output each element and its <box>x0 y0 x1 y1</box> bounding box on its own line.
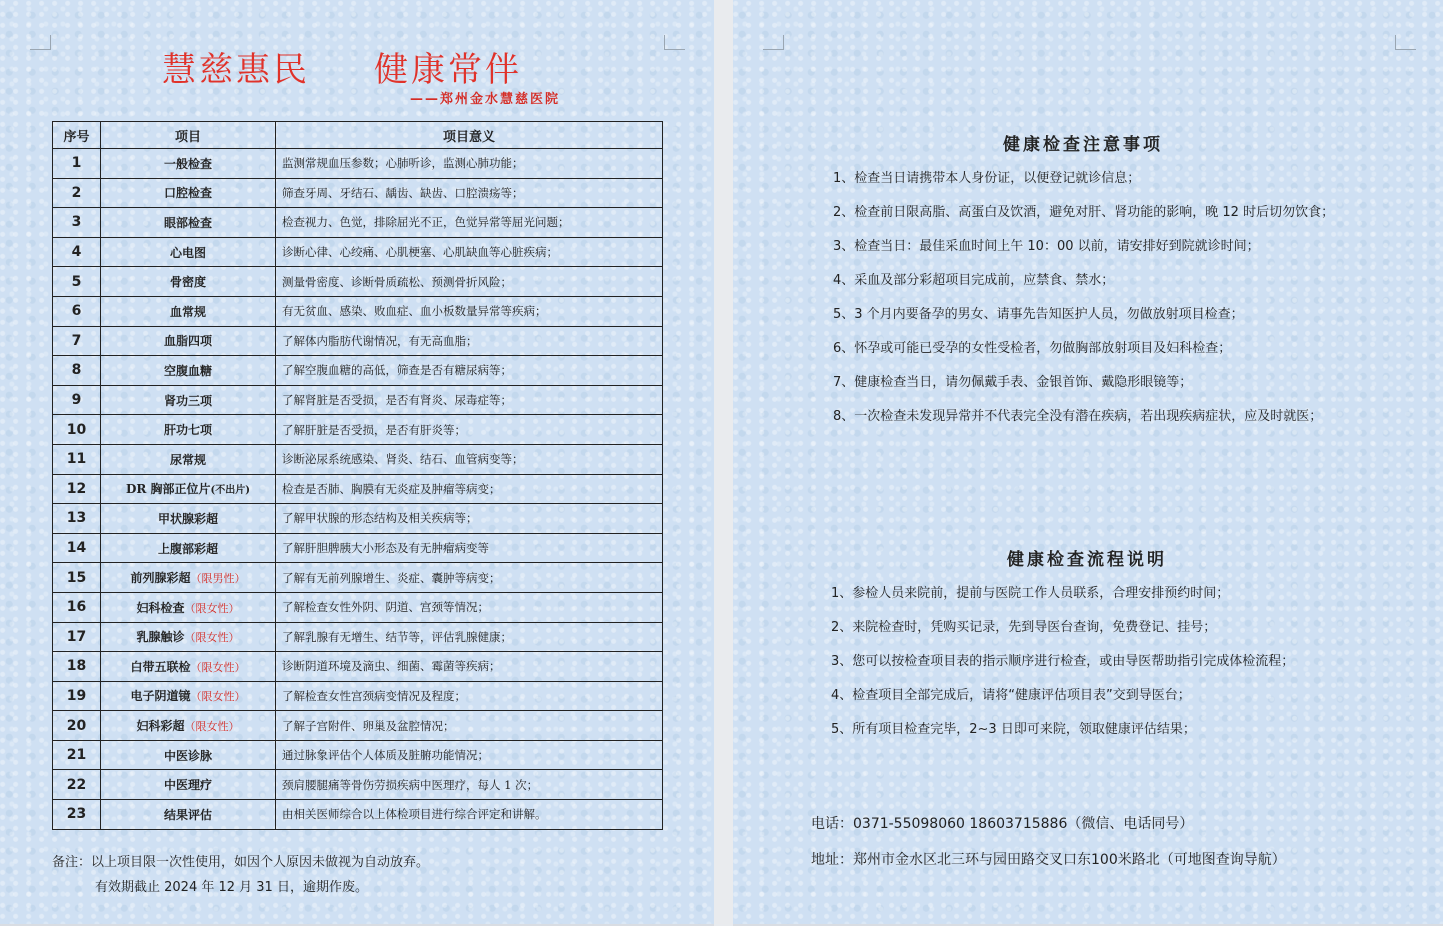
item-name: 血脂四项 <box>163 334 212 349</box>
row-meaning: 检查是否肺、胸膜有无炎症及肿瘤等病变； <box>276 474 663 504</box>
item-name: 一般检查 <box>163 156 212 171</box>
left-page <box>0 0 714 924</box>
row-number: 18 <box>53 652 101 682</box>
precaution-item: 4、采血及部分彩超项目完成前，应禁食、禁水； <box>833 273 1115 288</box>
row-item <box>101 326 276 356</box>
page-gutter <box>714 0 733 926</box>
exam-items-table <box>52 121 663 830</box>
item-restriction: （限女性） <box>190 690 246 704</box>
row-item <box>101 356 276 386</box>
precautions-title: 健康检查注意事项 <box>1003 135 1163 155</box>
row-number: 4 <box>53 237 101 267</box>
row-meaning: 诊断心律、心绞痛、心肌梗塞、心肌缺血等心脏疾病； <box>276 237 663 267</box>
row-number: 20 <box>53 711 101 741</box>
item-name: 电子阴道镜 <box>130 689 191 704</box>
row-number: 22 <box>53 770 101 800</box>
header-no: 序号 <box>53 122 101 149</box>
precaution-item: 7、健康检查当日，请勿佩戴手表、金银首饰、戴隐形眼镜等； <box>833 375 1193 390</box>
header-meaning: 项目意义 <box>276 122 663 149</box>
item-name: 中医理疗 <box>163 778 212 793</box>
contact-phone: 电话：0371-55098060 18603715886（微信、电话同号） <box>811 816 1194 832</box>
item-restriction: （限女性） <box>184 631 240 645</box>
row-item <box>101 208 276 238</box>
margin-mark-top-left <box>30 35 51 50</box>
table-row <box>53 533 663 563</box>
row-meaning: 了解体内脂肪代谢情况，有无高血脂； <box>276 326 663 356</box>
row-number: 23 <box>53 800 101 830</box>
slogan-title <box>162 42 522 91</box>
row-meaning: 了解检查女性宫颈病变情况及程度； <box>276 681 663 711</box>
row-item <box>101 533 276 563</box>
row-item <box>101 652 276 682</box>
table-row <box>53 178 663 208</box>
row-number: 11 <box>53 444 101 474</box>
row-meaning: 了解检查女性外阴、阴道、宫颈等情况； <box>276 592 663 622</box>
item-name: 结果评估 <box>163 807 212 822</box>
row-meaning: 了解有无前列腺增生、炎症、囊肿等病变； <box>276 563 663 593</box>
table-row <box>53 563 663 593</box>
table-row <box>53 356 663 386</box>
precaution-item: 1、检查当日请携带本人身份证，以便登记就诊信息； <box>833 171 1141 186</box>
row-number: 19 <box>53 681 101 711</box>
table-row <box>53 415 663 445</box>
item-name: 白带五联检 <box>130 659 191 674</box>
row-number: 17 <box>53 622 101 652</box>
row-meaning: 了解肝脏是否受损，是否有肝炎等； <box>276 415 663 445</box>
table-row <box>53 326 663 356</box>
process-title: 健康检查流程说明 <box>1007 550 1167 570</box>
row-number: 15 <box>53 563 101 593</box>
table-row <box>53 267 663 297</box>
row-item <box>101 444 276 474</box>
item-restriction: （限男性） <box>190 572 246 586</box>
row-item <box>101 474 276 504</box>
row-item <box>101 385 276 415</box>
item-name: 眼部检查 <box>163 215 212 230</box>
row-number: 7 <box>53 326 101 356</box>
item-name: 空腹血糖 <box>163 363 212 378</box>
table-row <box>53 652 663 682</box>
hospital-name: ——郑州金水慧慈医院 <box>410 92 561 107</box>
item-name: 血常规 <box>169 304 206 319</box>
item-restriction: （限女性） <box>184 601 240 615</box>
note-usage: 备注：以上项目限一次性使用，如因个人原因未做视为自动放弃。 <box>52 855 430 870</box>
item-name: 妇科彩超 <box>136 719 185 734</box>
row-item <box>101 770 276 800</box>
item-name: 上腹部彩超 <box>157 541 218 556</box>
contact-address: 地址：郑州市金水区北三环与园田路交叉口东100米路北（可地图查询导航） <box>811 852 1286 868</box>
item-name: 肝功七项 <box>163 423 212 438</box>
row-number: 21 <box>53 740 101 770</box>
item-name: 中医诊脉 <box>163 748 212 763</box>
row-number: 9 <box>53 385 101 415</box>
row-meaning: 颈肩腰腿痛等骨伤劳损疾病中医理疗，每人 1 次； <box>276 770 663 800</box>
item-name: 口腔检查 <box>163 186 212 201</box>
right-page <box>733 0 1443 924</box>
item-restriction: （限女性） <box>184 720 240 734</box>
row-item <box>101 711 276 741</box>
table-row <box>53 296 663 326</box>
row-item <box>101 504 276 534</box>
table-row <box>53 681 663 711</box>
table-row <box>53 800 663 830</box>
row-item <box>101 149 276 179</box>
row-meaning: 了解肝胆脾胰大小形态及有无肿瘤病变等 <box>276 533 663 563</box>
row-item <box>101 415 276 445</box>
margin-mark-top-right-2 <box>1395 35 1416 50</box>
row-number: 3 <box>53 208 101 238</box>
process-item: 3、您可以按检查项目表的指示顺序进行检查，或由导医帮助指引完成体检流程； <box>831 654 1295 669</box>
item-name: 甲状腺彩超 <box>157 511 218 526</box>
row-meaning: 了解子宫附件、卵巢及盆腔情况； <box>276 711 663 741</box>
table-row <box>53 711 663 741</box>
item-name: 乳腺触诊 <box>136 630 185 645</box>
item-name: 肾功三项 <box>163 393 212 408</box>
row-number: 1 <box>53 149 101 179</box>
table-row <box>53 237 663 267</box>
row-meaning: 检查视力、色觉，排除屈光不正，色觉异常等屈光问题； <box>276 208 663 238</box>
process-item: 2、来院检查时，凭购买记录，先到导医台查询，免费登记、挂号； <box>831 620 1217 635</box>
row-item <box>101 681 276 711</box>
row-item <box>101 563 276 593</box>
slogan-part-1: 慧慈惠民 <box>162 50 310 90</box>
row-item <box>101 592 276 622</box>
row-item <box>101 740 276 770</box>
precaution-item: 2、检查前日限高脂、高蛋白及饮酒，避免对肝、肾功能的影响，晚 12 时后切勿饮食； <box>833 205 1335 220</box>
table-header-row <box>53 122 663 149</box>
row-meaning: 有无贫血、感染、败血症、血小板数量异常等疾病； <box>276 296 663 326</box>
item-name: 妇科检查 <box>136 600 185 615</box>
row-meaning: 了解空腹血糖的高低，筛查是否有糖尿病等； <box>276 356 663 386</box>
precaution-item: 5、3 个月内要备孕的男女、请事先告知医护人员，勿做放射项目检查； <box>833 307 1244 322</box>
row-meaning: 了解甲状腺的形态结构及相关疾病等； <box>276 504 663 534</box>
header-item: 项目 <box>101 122 276 149</box>
precaution-item: 6、怀孕或可能已受孕的女性受检者，勿做胸部放射项目及妇科检查； <box>833 341 1232 356</box>
table-row <box>53 149 663 179</box>
row-item <box>101 178 276 208</box>
slogan-part-2: 健康常伴 <box>374 50 522 90</box>
row-number: 8 <box>53 356 101 386</box>
row-number: 12 <box>53 474 101 504</box>
item-name: 骨密度 <box>169 275 206 290</box>
table-row <box>53 444 663 474</box>
process-item: 5、所有项目检查完毕，2~3 日即可来院，领取健康评估结果； <box>831 722 1196 737</box>
row-meaning: 了解肾脏是否受损，是否有肾炎、尿毒症等； <box>276 385 663 415</box>
row-meaning: 通过脉象评估个人体质及脏腑功能情况； <box>276 740 663 770</box>
table-row <box>53 592 663 622</box>
table-row <box>53 474 663 504</box>
row-number: 10 <box>53 415 101 445</box>
note-expiry: 有效期截止 2024 年 12 月 31 日，逾期作废。 <box>95 880 368 895</box>
table-row <box>53 504 663 534</box>
row-item <box>101 800 276 830</box>
table-row <box>53 622 663 652</box>
process-item: 4、检查项目全部完成后，请将“健康评估项目表”交到导医台； <box>831 688 1191 703</box>
row-meaning: 诊断泌尿系统感染、肾炎、结石、血管病变等； <box>276 444 663 474</box>
precaution-item: 3、检查当日：最佳采血时间上午 10：00 以前，请安排好到院就诊时间； <box>833 239 1260 254</box>
row-number: 5 <box>53 267 101 297</box>
item-name: 尿常规 <box>169 452 206 467</box>
item-name: 前列腺彩超 <box>130 571 191 586</box>
row-number: 2 <box>53 178 101 208</box>
row-item <box>101 237 276 267</box>
row-item <box>101 296 276 326</box>
item-restriction: (不出片) <box>210 485 251 497</box>
row-meaning: 筛查牙周、牙结石、龋齿、缺齿、口腔溃疡等； <box>276 178 663 208</box>
table-row <box>53 770 663 800</box>
row-meaning: 测量骨密度、诊断骨质疏松、预测骨折风险； <box>276 267 663 297</box>
row-meaning: 由相关医师综合以上体检项目进行综合评定和讲解。 <box>276 800 663 830</box>
row-number: 6 <box>53 296 101 326</box>
row-meaning: 监测常规血压参数；心肺听诊，监测心肺功能； <box>276 149 663 179</box>
table-row <box>53 208 663 238</box>
margin-mark-top-right <box>664 35 685 50</box>
table-row <box>53 385 663 415</box>
row-number: 13 <box>53 504 101 534</box>
row-item <box>101 622 276 652</box>
item-restriction: （限女性） <box>190 660 246 674</box>
item-name: DR 胸部正位片 <box>125 482 211 497</box>
precaution-item: 8、一次检查未发现异常并不代表完全没有潜在疾病，若出现疾病症状，应及时就医； <box>833 409 1323 424</box>
row-number: 14 <box>53 533 101 563</box>
item-name: 心电图 <box>169 245 206 260</box>
row-meaning: 了解乳腺有无增生、结节等，评估乳腺健康； <box>276 622 663 652</box>
margin-mark-top-left-2 <box>763 35 784 50</box>
row-item <box>101 267 276 297</box>
row-number: 16 <box>53 592 101 622</box>
process-item: 1、参检人员来院前，提前与医院工作人员联系，合理安排预约时间； <box>831 586 1230 601</box>
row-meaning: 诊断阴道环境及滴虫、细菌、霉菌等疾病； <box>276 652 663 682</box>
table-row <box>53 740 663 770</box>
